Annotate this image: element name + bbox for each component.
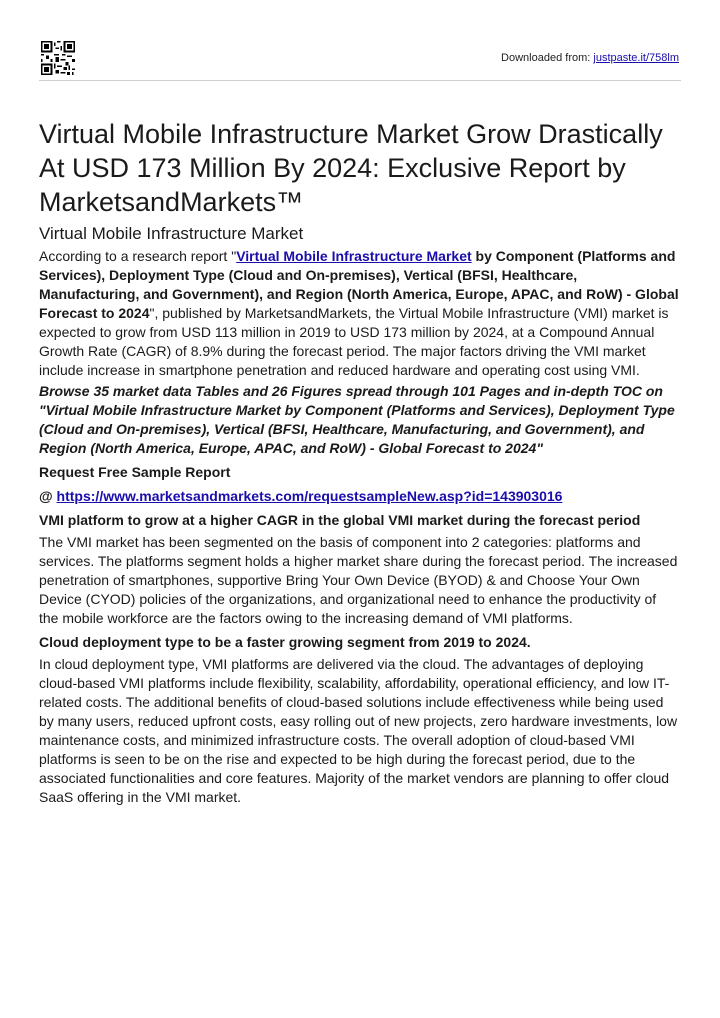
intro-body: ", published by MarketsandMarkets, the Virtual Mobile Infrastructure (VMI) market is expected to grow from USD 113 million in 2019 to USD 173 million by 2024, at a Compound Annual Growth Rate (CAGR) of 8.9% during the forecast period. The major factors driving the VMI market include increase in smartphone penetration and reduced hardware and operating cost using VMI. <box>39 305 669 378</box>
report-link[interactable]: Virtual Mobile Infrastructure Market <box>236 248 472 264</box>
section-heading-platform: VMI platform to grow at a higher CAGR in the global VMI market during the forecast period <box>39 512 641 528</box>
request-sample-label: Request Free Sample Report <box>39 464 231 480</box>
request-sample-link[interactable]: https://www.marketsandmarkets.com/requestsampleNew.asp?id=143903016 <box>56 488 563 504</box>
section-text-cloud: In cloud deployment type, VMI platforms are delivered via the cloud. The advantages of deploying cloud-based VMI platforms include flexibility, scalability, affordability, operational efficiency, and low IT-related costs. The additional benefits of cloud-based solutions include effectiveness while being used by many users, reduced upfront costs, easy rolling out of new projects, zero hardware investments, low maintenance costs, and minimized infrastructure costs. The overall adoption of cloud-based VMI platforms is seen to be on the rise and expected to be high during the forecast period, due to the associated functionalities and core features. Majority of the market vendors are planning to offer cloud SaaS offering in the VMI market. <box>39 656 678 805</box>
intro-prefix: According to a research report " <box>39 248 237 264</box>
subtitle: Virtual Mobile Infrastructure Market <box>39 224 304 243</box>
download-prefix: Downloaded from: <box>501 52 591 64</box>
qr-code-icon <box>41 41 75 75</box>
intro-paragraph <box>39 247 679 380</box>
article <box>39 117 679 807</box>
download-source <box>501 52 679 64</box>
page-title: Virtual Mobile Infrastructure Market Grow Drastically At USD 173 Million By 2024: Exclusive Report by MarketsandMarkets™ <box>39 119 663 217</box>
section-text-platform: The VMI market has been segmented on the basis of component into 2 categories: platforms and services. The platforms segment holds a higher market share during the forecast period. The increased penetration of smartphones, supportive Bring Your Own Device (BYOD) & and Choose Your Own Device (CYOD) policies of the organizations, and organizational need to enhance the productivity of the mobile workforce are the factors owing to the increasing demand of VMI platforms. <box>39 534 678 626</box>
section-heading-cloud: Cloud deployment type to be a faster growing segment from 2019 to 2024. <box>39 634 531 650</box>
header-divider <box>39 80 681 81</box>
at-symbol: @ <box>39 488 57 504</box>
download-link[interactable]: justpaste.it/758lm <box>593 52 679 64</box>
intro-report-name: by Component (Platforms and Services), Deployment Type (Cloud and On-premises), Vertical (BFSI, Healthcare, Manufacturing, and Government), and Region (North America, Europe, APAC, and RoW) - Global Forecast to 2024 <box>39 248 679 321</box>
browse-paragraph: Browse 35 market data Tables and 26 Figures spread through 101 Pages and in-depth TOC on "Virtual Mobile Infrastructure Market by Component (Platforms and Services), Deployment Type (Cloud and On-premises), Vertical (BFSI, Healthcare, Manufacturing, and Government), and Region (North America, Europe, APAC, and RoW) - Global Forecast to 2024" <box>39 383 675 456</box>
request-sample-line <box>39 487 679 506</box>
